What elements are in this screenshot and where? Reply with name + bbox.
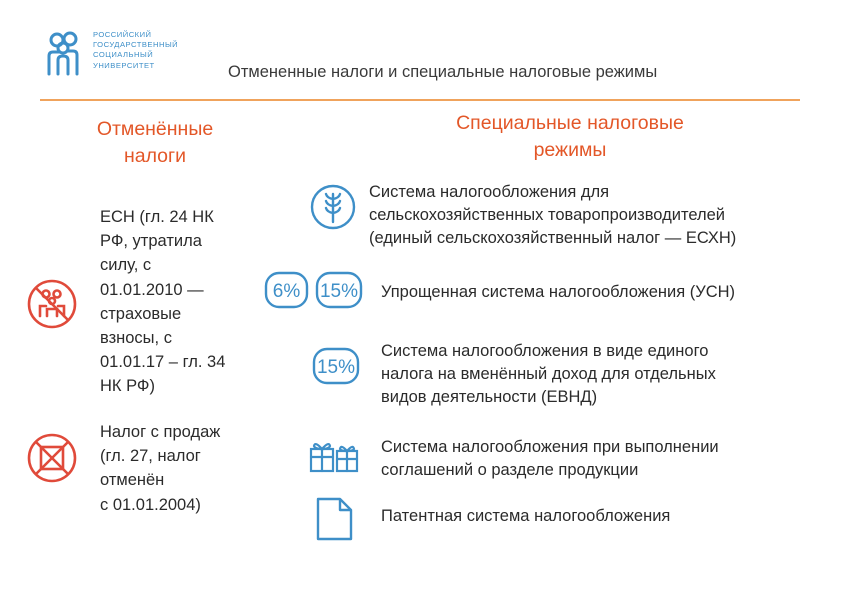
cancelled-people-icon — [26, 278, 78, 330]
regime-srp: Система налогообложения при выполнении соглашений о разделе продукции — [381, 438, 719, 480]
logo-line: РОССИЙСКИЙ — [93, 30, 152, 39]
percent-icon — [312, 347, 360, 385]
cancelled-tax-esn: ЕСН (гл. 24 НК РФ, утратила силу, с 01.01.2010 — страховые взносы, с 01.01.17 – гл. 34 НК РФ) — [100, 208, 226, 396]
cancelled-tax-sales: Налог с продаж (гл. 27, налог отменён с 01.01.2004) — [100, 423, 221, 514]
logo-wordmark — [93, 30, 203, 71]
cancelled-taxes-heading: Отменённые налоги — [96, 118, 214, 167]
document-icon — [314, 497, 354, 541]
gift-boxes-icon — [308, 435, 360, 473]
percent-badge-6: 6% — [272, 281, 301, 302]
regime-usn: Упрощенная система налогообложения (УСН) — [381, 283, 736, 301]
percent-badge-15: 15% — [319, 281, 359, 302]
special-regimes-heading: Специальные налоговые режимы — [456, 112, 684, 161]
people-logo-icon — [44, 30, 82, 76]
logo-line: СОЦИАЛЬНЫЙ — [93, 50, 154, 60]
logo-line: ГОСУДАРСТВЕННЫЙ — [93, 40, 179, 50]
regime-eskhn: Система налогообложения для сельскохозяйственных товаропроизводителей (единый сельскохозяйственный налог — ЕСХН) — [369, 183, 737, 248]
logo-line: УНИВЕРСИТЕТ — [93, 60, 155, 70]
cancelled-box-icon — [26, 432, 78, 484]
header-divider — [40, 99, 800, 101]
page-title: Отмененные налоги и специальные налоговые режимы — [228, 63, 658, 81]
regime-evnd: Система налогообложения в виде единого налога на вменённый доход для отдельных видов деятельности (ЕВНД) — [381, 342, 716, 407]
percent-badge-15: 15% — [316, 357, 356, 378]
percent-icon — [264, 271, 309, 309]
percent-icon — [315, 271, 363, 309]
regime-patent: Патентная система налогообложения — [381, 507, 671, 525]
wheat-icon — [309, 183, 357, 231]
